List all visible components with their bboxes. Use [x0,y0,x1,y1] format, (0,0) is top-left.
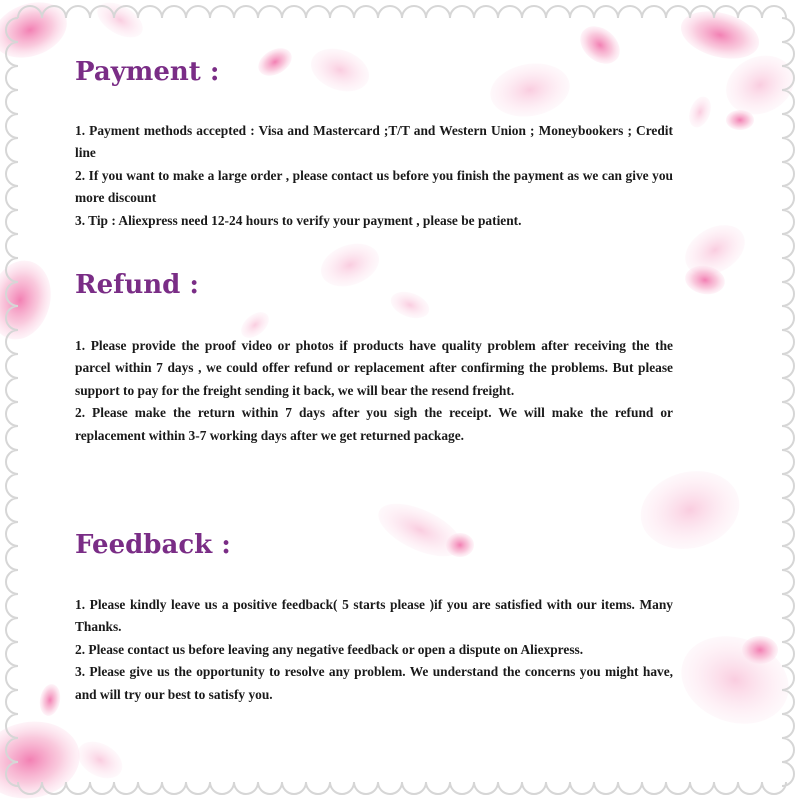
petal [37,683,62,718]
petal [742,636,778,664]
refund-section-heading [75,269,673,301]
feedback-section-heading [75,529,673,561]
petal [0,254,59,347]
refund-section-body [75,335,673,447]
feedback-heading: Feedback : [75,530,231,560]
payment-section-heading [75,56,673,88]
feedback-item-2: 2. Please contact us before leaving any negative feedback or open a dispute on Aliexpress. [75,641,584,657]
feedback-item-3: 3. Please give us the opportunity to resolve any problem. We understand the concerns you might have, and will try our best to satisfy you. [75,664,673,702]
petal [726,110,754,130]
refund-heading: Refund : [75,270,199,300]
refund-item-2: 2. Please make the return within 7 days after you sigh the receipt. We will make the refund or replacement within 3-7 working days after we get returned package. [75,405,673,443]
refund-item-1: 1. Please provide the proof video or photos if products have quality problem after receiving the the parcel within 7 days , we could offer refund or replacement after confirming the problems. But please support to pay for the freight sending it back, we will bear the resend freight. [75,338,673,398]
payment-section-body [75,120,673,232]
payment-item-3: 3. Tip : Aliexpress need 12-24 hours to verify your payment , please be patient. [75,212,522,228]
payment-item-2: 2. If you want to make a large order , please contact us before you finish the payment as we can give you more discount [75,167,673,206]
feedback-section-body [75,594,673,706]
petal [71,734,129,786]
feedback-item-1: 1. Please kindly leave us a positive feedback( 5 starts please )if you are satisfied with our items. Many Thanks. [75,597,673,635]
petal [685,94,715,131]
petal [669,622,800,739]
payment-heading: Payment : [75,57,220,87]
payment-item-1: 1. Payment methods accepted : Visa and Mastercard ;T/T and Western Union ; Moneybookers ; Credit line [75,123,673,161]
